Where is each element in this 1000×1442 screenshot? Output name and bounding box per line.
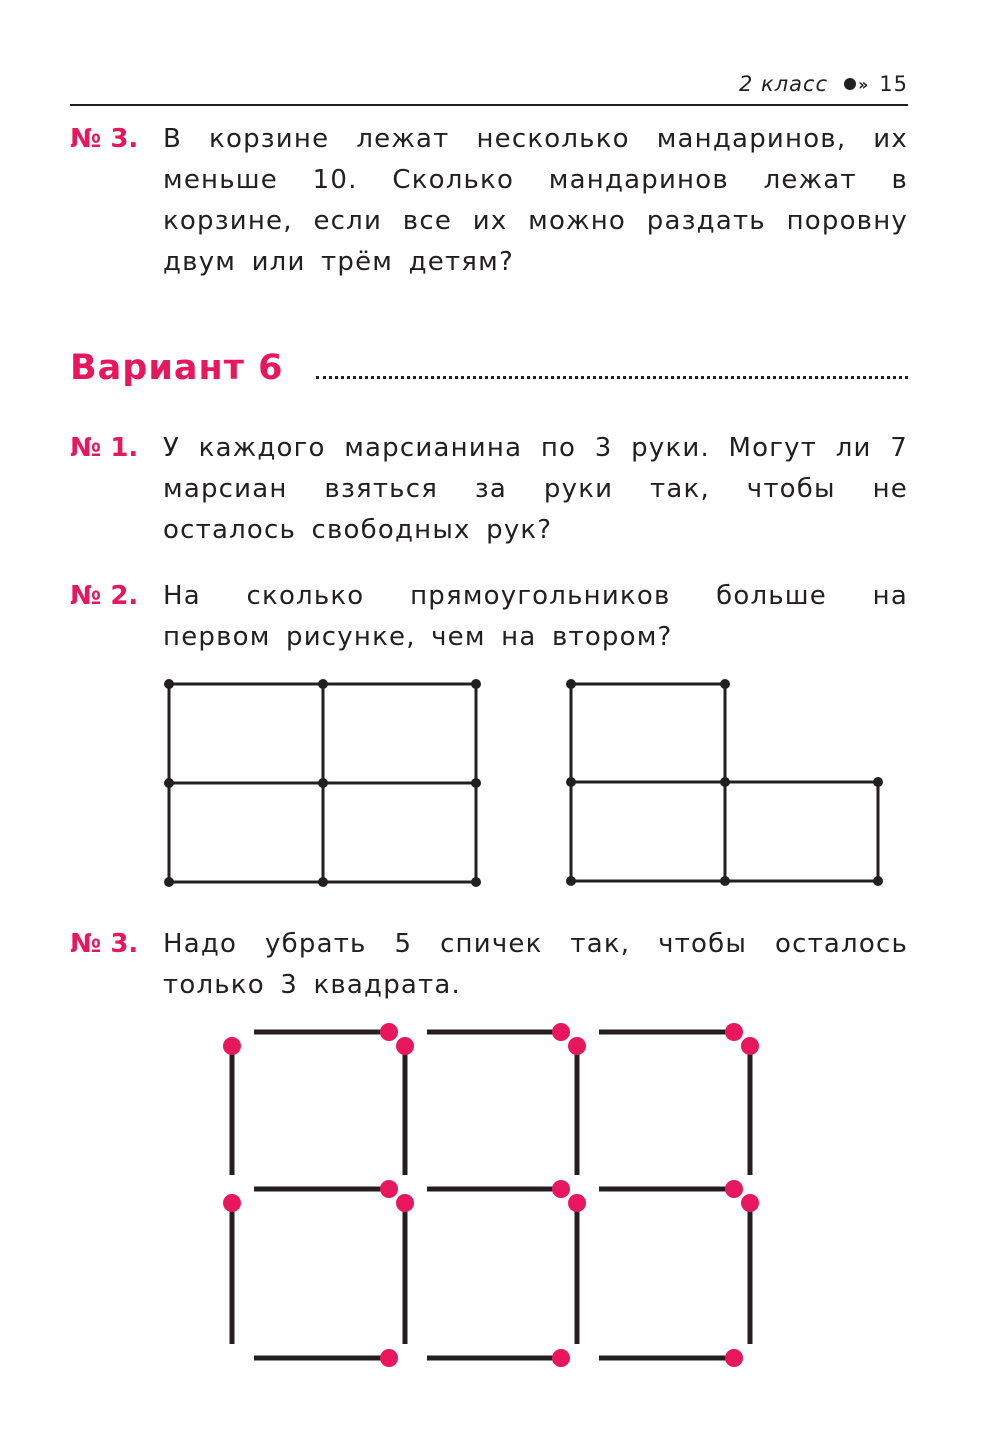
matchstick-horizontal[interactable]: [254, 1023, 398, 1041]
match-head: [741, 1037, 759, 1055]
matchstick-vertical[interactable]: [741, 1194, 759, 1344]
match-head: [223, 1037, 241, 1055]
matchstick-horizontal[interactable]: [599, 1180, 743, 1198]
task-text: Надо убрать 5 спичек так, чтобы осталось только 3 квадрата.: [163, 929, 908, 1000]
task-text: На сколько прямоугольников больше на первом рисунке, чем на втором?: [163, 581, 908, 652]
match-head: [552, 1180, 570, 1198]
match-head: [396, 1194, 414, 1212]
task-number: № 1.: [70, 433, 139, 463]
matchstick-horizontal[interactable]: [427, 1349, 570, 1367]
match-head: [552, 1023, 570, 1041]
grade-label: 2 класс: [738, 72, 829, 96]
matchstick-vertical[interactable]: [396, 1037, 414, 1175]
match-head: [725, 1180, 743, 1198]
matchstick-vertical[interactable]: [223, 1037, 241, 1175]
match-head: [568, 1037, 586, 1055]
match-head: [725, 1349, 743, 1367]
matchstick-horizontal[interactable]: [427, 1180, 570, 1198]
task-number: № 2.: [70, 581, 139, 611]
task-text: В корзине лежат несколько мандаринов, их меньше 10. Сколько мандаринов лежат в корзине, если все их можно раздать поровну двум или трём детям?: [163, 124, 908, 277]
matchstick-horizontal[interactable]: [599, 1023, 743, 1041]
task-number: № 3.: [70, 929, 139, 959]
variant-title: Вариант 6: [70, 348, 284, 388]
matchstick-vertical[interactable]: [396, 1194, 414, 1344]
task-text: У каждого марсианина по 3 руки. Могут ли 7 марсиан взяться за руки так, чтобы не осталось свободных рук?: [163, 433, 908, 545]
match-head: [725, 1023, 743, 1041]
matchstick-horizontal[interactable]: [254, 1180, 398, 1198]
bullet-chevron-icon: ››: [844, 75, 865, 94]
match-head: [741, 1194, 759, 1212]
matchstick-vertical[interactable]: [568, 1037, 586, 1175]
match-head: [223, 1194, 241, 1212]
matchstick-vertical[interactable]: [568, 1194, 586, 1344]
match-head: [568, 1194, 586, 1212]
matchstick-horizontal[interactable]: [254, 1349, 398, 1367]
match-head: [552, 1349, 570, 1367]
page-number: 15: [879, 72, 908, 96]
matchstick-horizontal[interactable]: [427, 1023, 570, 1041]
match-head: [396, 1037, 414, 1055]
matchstick-horizontal[interactable]: [599, 1349, 743, 1367]
match-head: [380, 1180, 398, 1198]
task-number: № 3.: [70, 124, 139, 154]
matchstick-vertical[interactable]: [223, 1194, 241, 1344]
match-head: [380, 1349, 398, 1367]
matchstick-vertical[interactable]: [741, 1037, 759, 1175]
match-head: [380, 1023, 398, 1041]
